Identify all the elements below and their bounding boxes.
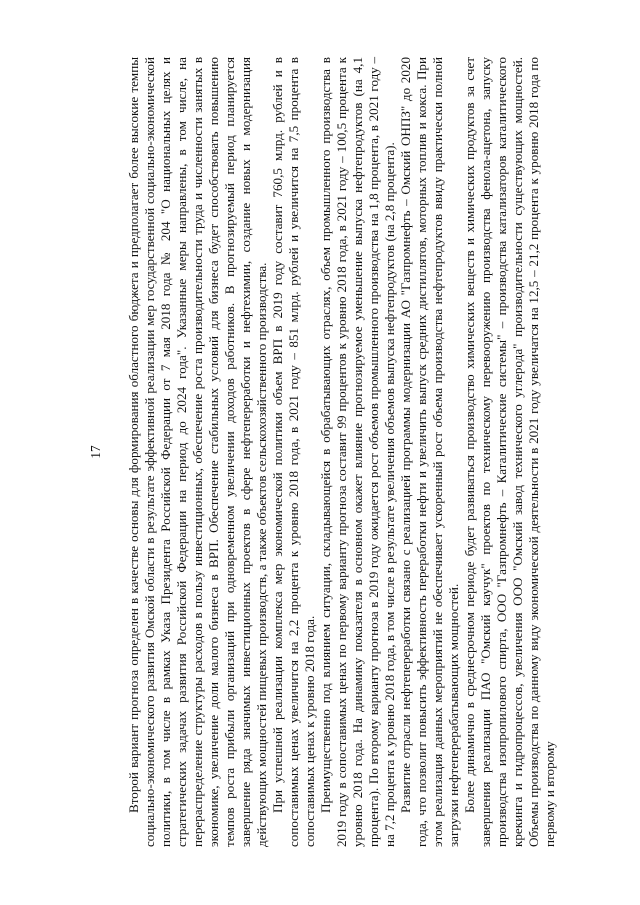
- paragraph-oil-refining: Развитие отрасли нефтепереработки связано с реализацией программы модернизации АО "Газпромнефть – Омский ОНПЗ" до 2020 года, что позволит повысить эффективность переработки нефти и увеличить выпуск средних дистиллятов, моторных топлив и кокса. При этом реализация данных мероприятий не обеспечивает ускоренный рост объема производства нефтепродуктов ввиду практически полной загрузки нефтеперерабатывающих мощностей.: [398, 57, 461, 847]
- paragraph-second-variant: Второй вариант прогноза определен в качестве основы для формирования областного бюджета и предполагает более высокие темпы социально-экономического развития Омской области в результате эффективной реализации мер государственной социально-экономической политики, в том числе в рамках Указа Президента Российской Федерации от 7 мая 2018 года № 204 "О национальных целях и стратегических задачах развития Российской Федерации на период до 2024 года". Указанные меры направлены, в том числе, на перераспределение структуры расходов в пользу инвестиционных, обеспечение роста производительности труда и численности занятых в экономике, увеличение доли малого бизнеса в ВРП. Обеспечение стабильных условий для бизнеса будет способствовать повышению темпов роста прибыли организаций при одновременном увеличении доходов работников. В прогнозируемый период планируется завершение ряда значимых инвестиционных проектов в сфере нефтепереработки и нефтехимии, создание новых и модернизация действующих мощностей пищевых производств, а также объектов сельскохозяйственного производства.: [126, 57, 269, 847]
- rotated-text-block: [88, 57, 557, 847]
- paragraph-industrial-production: Преимущественно под влиянием ситуации, складывающейся в обрабатывающих отраслях, объем промышленного производства в 2019 году в сопоставимых ценах по первому варианту прогноза составит 99 процентов к уровню 2018 года, в 2021 году – 100,5 процента к уровню 2018 года. На динамику показателя в основном окажет влияние прогнозируемое уменьшение выпуска нефтепродуктов (на 4,1 процента). По второму варианту прогноза в 2019 году ожидается рост объемов промышленного производства на 1,8 процента, в 2021 году – на 7,2 процента к уровню 2018 года, в том числе в результате увеличения объемов выпуска нефтепродуктов (на 2,8 процента).: [318, 57, 397, 847]
- document-body: [126, 57, 558, 847]
- paragraph-vrp: При успешной реализации комплекса мер экономической политики объем ВРП в 2019 году составит 760,5 млрд. рублей и в сопоставимых ценах увеличится на 2,2 процента к уровню 2018 года, в 2021 году – 851 млрд. рублей и увеличится на 7,5 процента в сопоставимых ценах к уровню 2018 года.: [270, 57, 317, 847]
- paragraph-chemical-production: Более динамично в среднесрочном периоде будет развиваться производство химических веществ и химических продуктов за счет завершения реализации ПАО "Омский каучук" проектов по техническому перевооружению производства фенола-ацетона, запуску производства изопропилового спирта, ООО "Газпромнефть – Каталитические системы" – производства катализаторов каталитического крекинга и гидропроцессов, увеличения ООО "Омский завод технического углерода" производительности существующих мощностей. Объемы производства по данному виду экономической деятельности в 2021 году увеличатся на 12,5 – 21,2 процента к уровню 2018 года по первому и второму: [462, 57, 557, 847]
- page-number: 17: [88, 445, 103, 459]
